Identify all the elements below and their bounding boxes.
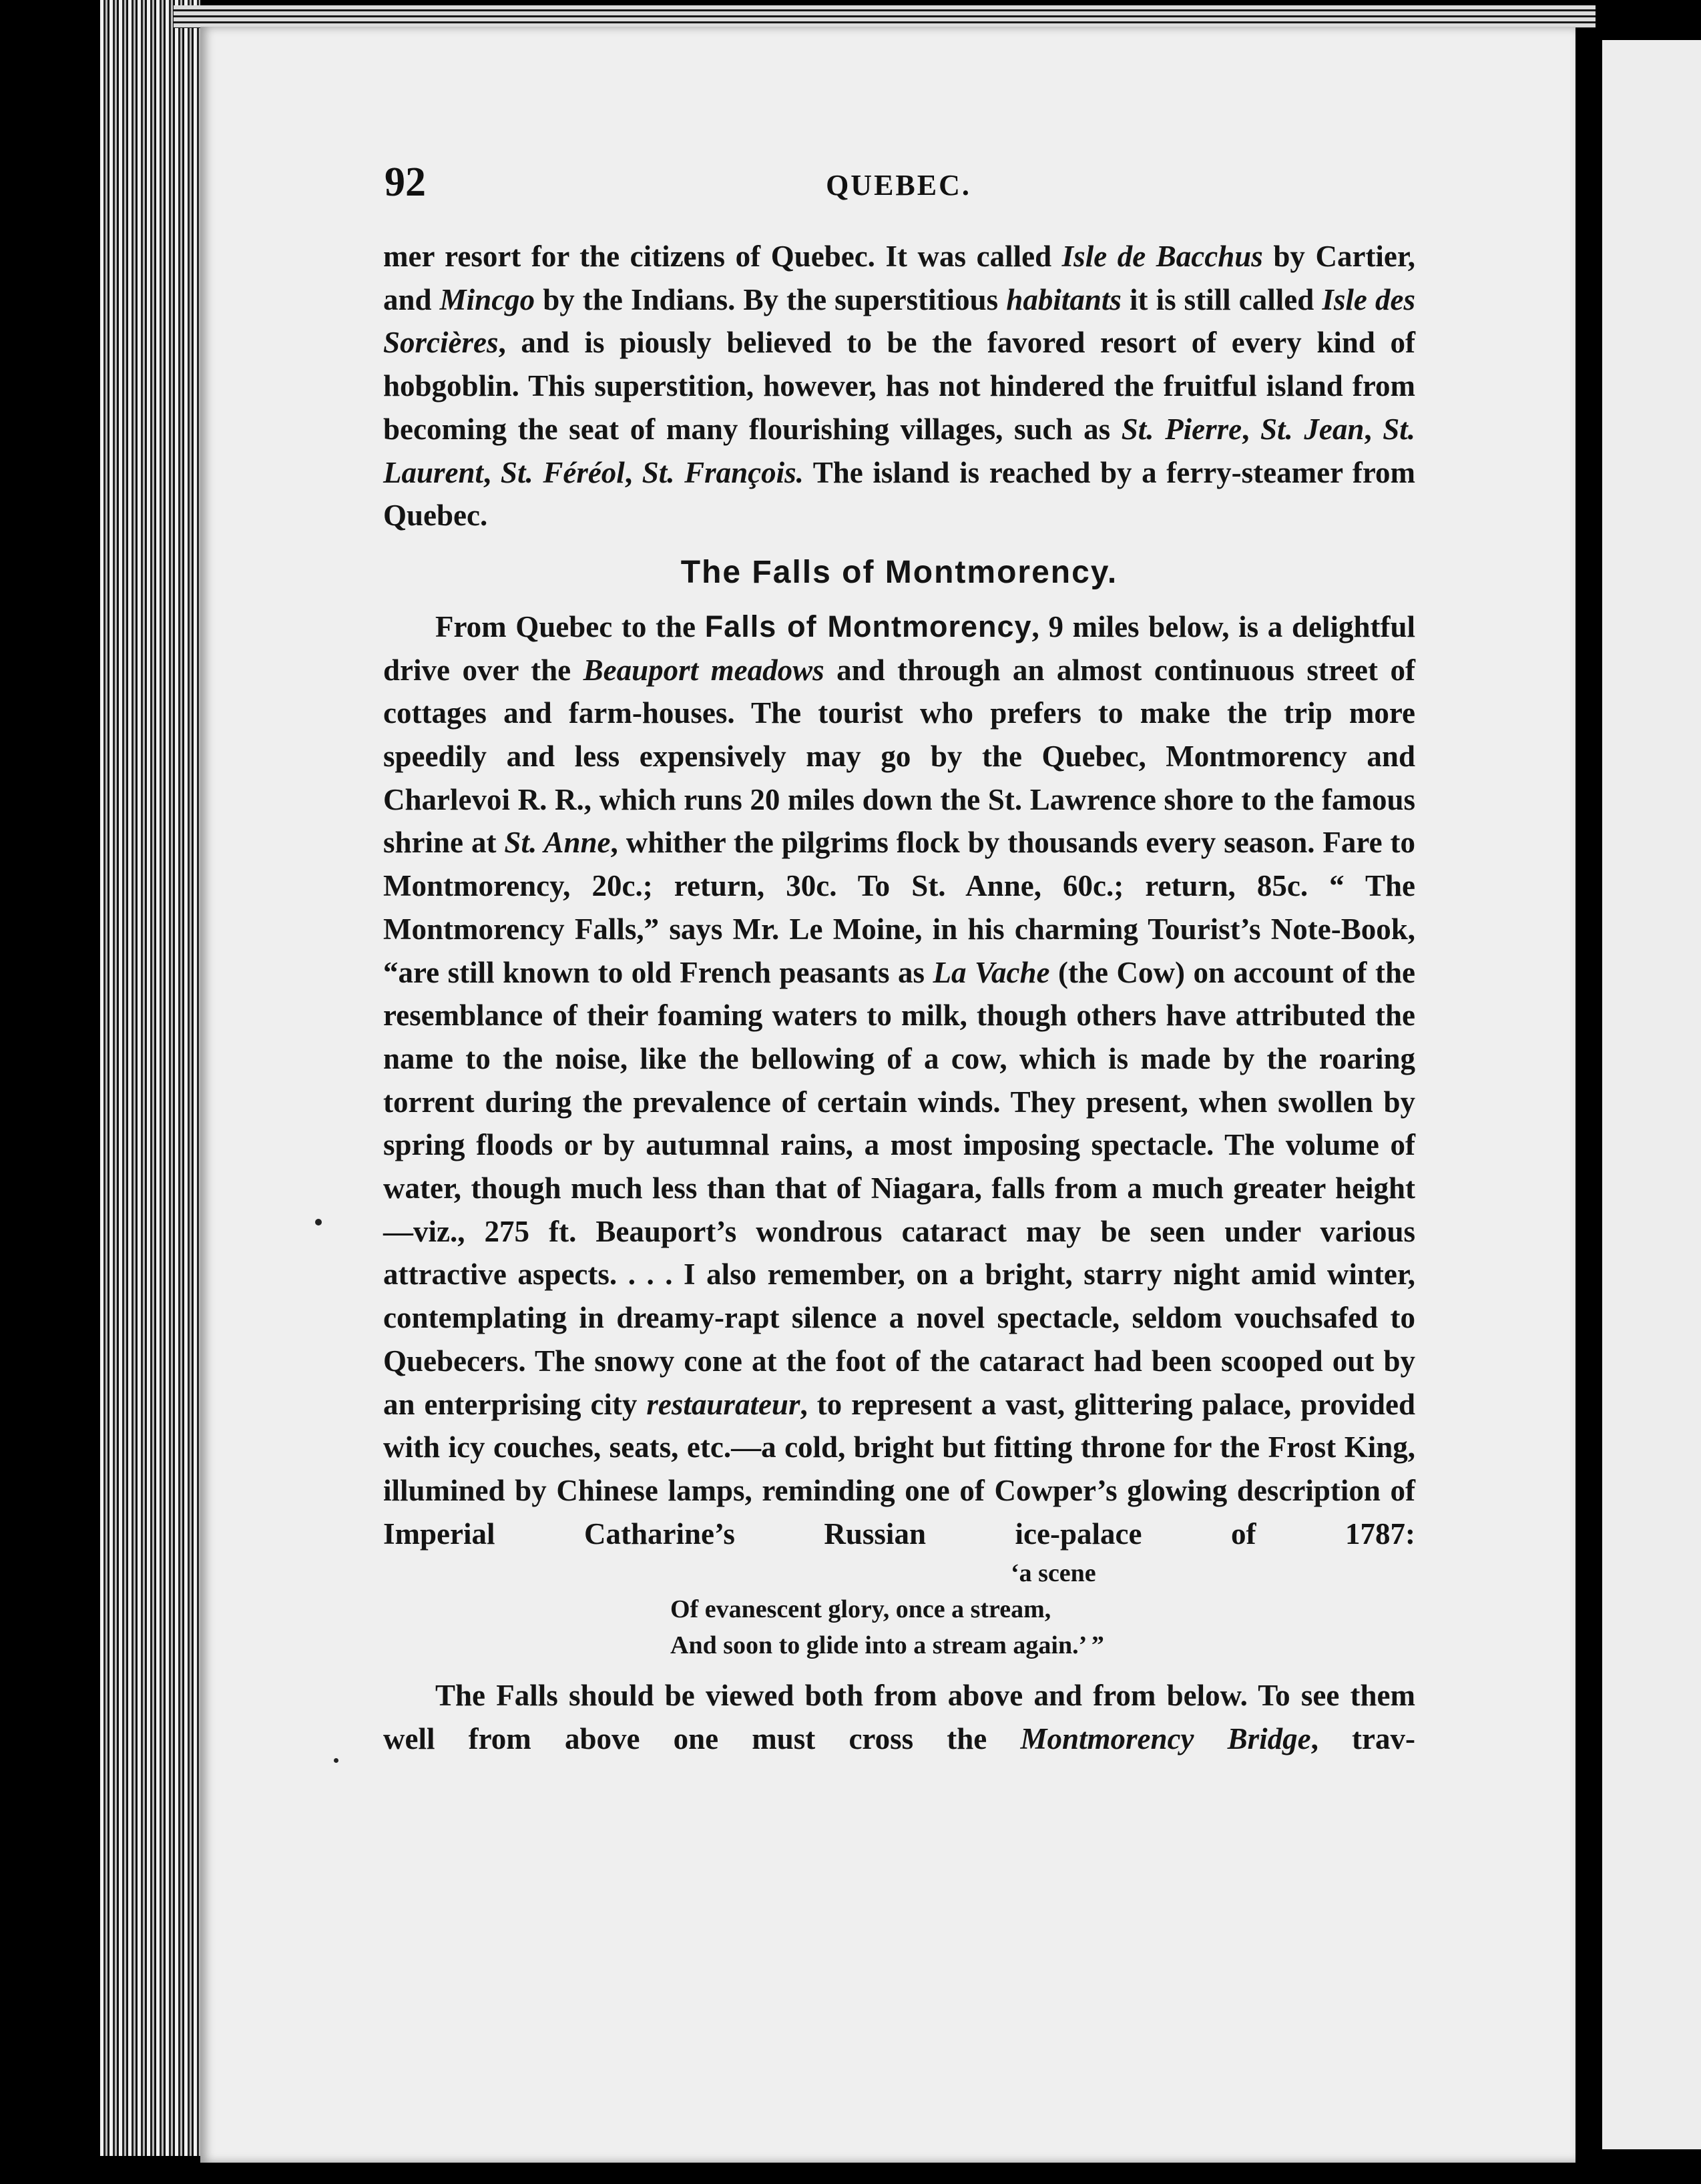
text-run: , trav- [1310,1722,1416,1756]
italic-run: St. Féréol [500,455,625,489]
page-number: 92 [385,160,426,205]
margin-speck [315,1219,322,1225]
text-run: , [624,455,642,489]
section-heading: The Falls of Montmorency. [680,554,1118,590]
opening-paragraph [383,235,1415,537]
text-run: The Falls should be viewed both from above and from below. To see them well from above one must cross the [383,1679,1415,1756]
verse-line: And soon to glide into a stream again.’ ” [670,1631,1104,1660]
verse-line: Of evanescent glory, once a stream, [670,1595,1051,1624]
facing-page-edge [1602,40,1701,2149]
italic-run: St. Jean [1260,412,1365,446]
italic-run: La Vache [933,955,1050,989]
text-run: by the Indians. By the superstitious [535,282,1007,316]
text-run: The island is reached by a ferry-steamer from Quebec. [383,455,1416,533]
italic-run: Isle des Sorcières [383,282,1415,360]
closing-paragraph [383,1674,1415,1760]
book-top-edges [174,5,1596,28]
italic-run: Isle de Bacchus [1061,240,1263,273]
text-run: it is still called [1121,282,1322,316]
book-page-edges [100,0,200,2156]
text-run: , 9 miles below, is a delightful drive over the [383,609,1415,687]
text-run: From Quebec to the [435,609,705,643]
text-run: (the Cow) on account of the resemblance of their foaming waters to milk, though others have attributed the name to the noise, like the bellowing of a cow, which is made by the roaring torrent during the prevalence of certain winds. They present, when swollen by spring floods or by autumnal rains, a most imposing spectacle. The volume of water, though much less than that of Niagara, falls from a much greater height—viz., 275 ft. Beauport’s wondrous cataract may be seen under various attractive aspects. . . . I also remember, on a bright, starry night amid winter, contemplating in dreamy-rapt silence a novel spectacle, seldom vouchsafed to Quebecers. The snowy cone at the foot of the cataract had been scooped out by an enterprising city [383,955,1415,1421]
bold-lead-in: Falls of Montmorency [704,609,1032,643]
running-title: QUEBEC. [826,169,971,202]
italic-run: St. Laurent [383,412,1416,489]
text-run: , [1242,412,1260,446]
italic-run: St. François. [642,455,804,489]
text-run: mer resort for the citizens of Quebec. It was called [383,240,1062,273]
verse-line: ‘a scene [1011,1559,1096,1588]
italic-run: St. Pierre [1121,412,1242,446]
italic-run: habitants [1006,282,1122,316]
margin-speck [334,1758,338,1763]
text-run: , to represent a vast, glittering palace, provided with icy couches, seats, etc.—a cold, bright but fitting throne for the Frost King, illumined by Chinese lamps, reminding one of Cowper’s glowing description of Imperial Catharine’s Russian ice-palace of 1787: [383,1387,1415,1551]
body-text [383,235,1415,1761]
italic-run: St. Anne [504,826,611,860]
text-run: by Cartier, and [383,240,1415,316]
text-run: , [1364,412,1383,446]
italic-run: Montmorency Bridge [1020,1722,1311,1756]
text-run: and through an almost continuous street of cottages and farm-houses. The tourist who prefers to make the trip more speedily and less expensively may go by the Quebec, Montmorency and Charlevoi R. R., which runs 20 miles down the St. Lawrence shore to the famous shrine at [383,653,1415,860]
verse-quotation [383,1555,1415,1663]
italic-run: restaurateur [646,1387,800,1421]
italic-run: Beauport meadows [583,653,824,687]
italic-run: Mincgo [439,282,535,316]
running-head [385,159,1413,212]
main-paragraph [383,605,1415,1555]
text-run: , whither the pilgrims flock by thousands every season. Fare to Montmorency, 20c.; return, 30c. To St. Anne, 60c.; return, 85c. “ The Montmorency Falls,” says Mr. Le Moine, in his charming Tourist’s Note-Book, “are still known to old French peasants as [383,826,1415,989]
text-run: , and is piously believed to be the favored resort of every kind of hobgoblin. This superstition, however, has not hindered the fruitful island from becoming the seat of many flourishing villages, such as [383,326,1415,446]
text-run: , [483,455,501,489]
